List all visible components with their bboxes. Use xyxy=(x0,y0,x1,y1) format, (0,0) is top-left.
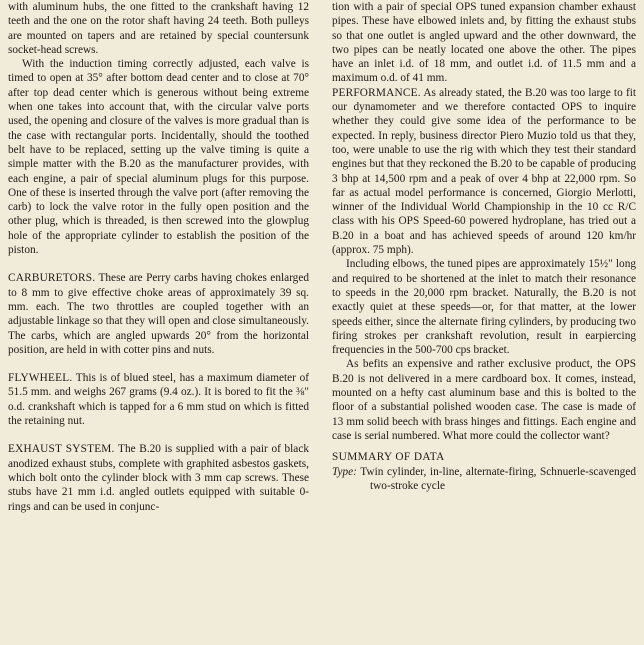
section-performance xyxy=(332,86,636,258)
performance-text: As already stated, the B.20 was too large to fit our dynamometer and we therefore contacted OPS to inquire whether they could give some idea of the performance to be expected. In reply, business director Piero Muzio told us that they, too, were unable to use the rig with which they test their standard engines but that they reckoned the B.20 to be capable of producing 3 bhp at 14,500 rpm and a peak of over 4 bhp at 22,000 rpm. So far as actual model performance is concerned, Giorgio Merlotti, winner of the Individual World Championship in the 10 cc R/C class with his OPS Speed-60 powered hydroplane, has tried out a B.20 in a boat and has achieved speeds of around 120 km/hr (approx. 75 mph). xyxy=(332,86,636,257)
section-flywheel xyxy=(8,371,309,428)
section-carburetors xyxy=(8,271,309,357)
section-exhaust-system xyxy=(8,442,309,513)
flywheel-text: This is of blued steel, has a maximum diameter of 51.5 mm. and weighs 267 grams (9.4 oz.). It is bored to fit the ⅜" o.d. crankshaft which is tapped for a 6 mm stud on which is fitted the retaining nut. xyxy=(8,372,309,428)
right-column xyxy=(332,0,636,645)
exhaust-heading: EXHAUST SYSTEM. xyxy=(8,443,115,456)
summary-heading: SUMMARY OF DATA xyxy=(332,451,445,464)
summary-type-row xyxy=(332,465,636,494)
type-label: Type: xyxy=(332,465,357,478)
exhaust-text: The B.20 is supplied with a pair of black anodized exhaust stubs, complete with graphited asbestos gaskets, which bolt onto the cylinder block with 3 mm cap screws. These stubs have 21 mm i.d. angled outlets equipped with suitable 0-rings and can be used in conjunc- xyxy=(8,443,309,513)
performance-heading: PERFORMANCE. xyxy=(332,86,421,99)
carburetors-heading: CARBURETORS. xyxy=(8,272,96,285)
paragraph-timing-belt: with aluminum hubs, the one fitted to the crankshaft having 12 teeth and the one on the rotor shaft having 24 teeth. Both pulleys are mounted on tapers and are retained by special countersunk socket-head screws. xyxy=(8,1,309,56)
flywheel-heading: FLYWHEEL. xyxy=(8,372,73,385)
left-column xyxy=(8,0,309,645)
paragraph-exhaust-continued: tion with a pair of special OPS tuned expansion chamber exhaust pipes. These have elbowed inlets and, by fitting the exhaust stubs so that one outlet is angled upward and the other downward, the two pipes can be neatly located one above the other. The pipes have an inlet i.d. of 18 mm, and outlet i.d. of 11.5 mm and a maximum o.d. of 41 mm. xyxy=(332,1,636,85)
paragraph-induction-timing: With the induction timing correctly adjusted, each valve is timed to open at 35° after bottom dead center and to close at 70° after top dead center which is generous without being extreme when one takes into account that, with the circular valve ports used, the opening and closure of the valves is more gradual than is the case with rectangular ports. Incidentally, should the toothed belt have to be replaced, setting up the valve timing is quite a simple matter with the B.20 as the manufacturer provides, with each engine, a pair of special aluminum plugs for this purpose. One of these is inserted through the valve port (after removing the carb) to lock the valve rotor in the fully open position and the other plug, which is threaded, is then screwed into the glowplug hole of the appropriate cylinder to establish the position of the piston. xyxy=(8,58,309,257)
type-value: Twin cylinder, in-line, alternate-firing, Schnuerle-scavenged two-stroke cycle xyxy=(360,465,636,492)
paragraph-packaging: As befits an expensive and rather exclusive product, the OPS B.20 is not delivered in a mere cardboard box. It comes, instead, mounted on a hefty cast aluminum base and this is bolted to the floor of a substantial polished wooden case. The case is made of 13 mm solid beech with brass hinges and fittings. Each engine and case is serial numbered. What more could the collector want? xyxy=(332,358,636,442)
carburetors-text: These are Perry carbs having chokes enlarged to 8 mm to give effective choke areas of approximately 39 sq. mm. each. The two throttles are coupled together with an adjustable linkage so that they will open and close simultaneously. The carbs, which are angled upwards 20° from the horizontal position, are held in with cotter pins and nuts. xyxy=(8,272,309,356)
paragraph-tuned-pipes: Including elbows, the tuned pipes are approximately 15½" long and required to be shortened at the inlet to match their resonance to speeds in the 20,000 rpm bracket. Naturally, the B.20 is not exactly quiet at these speeds—or, for that matter, at the lower speeds either, since the alternate firing cylinders, by producing two firing strokes per crankshaft revolution, result in earpiercing frequencies in the 500-700 cps bracket. xyxy=(332,258,636,357)
